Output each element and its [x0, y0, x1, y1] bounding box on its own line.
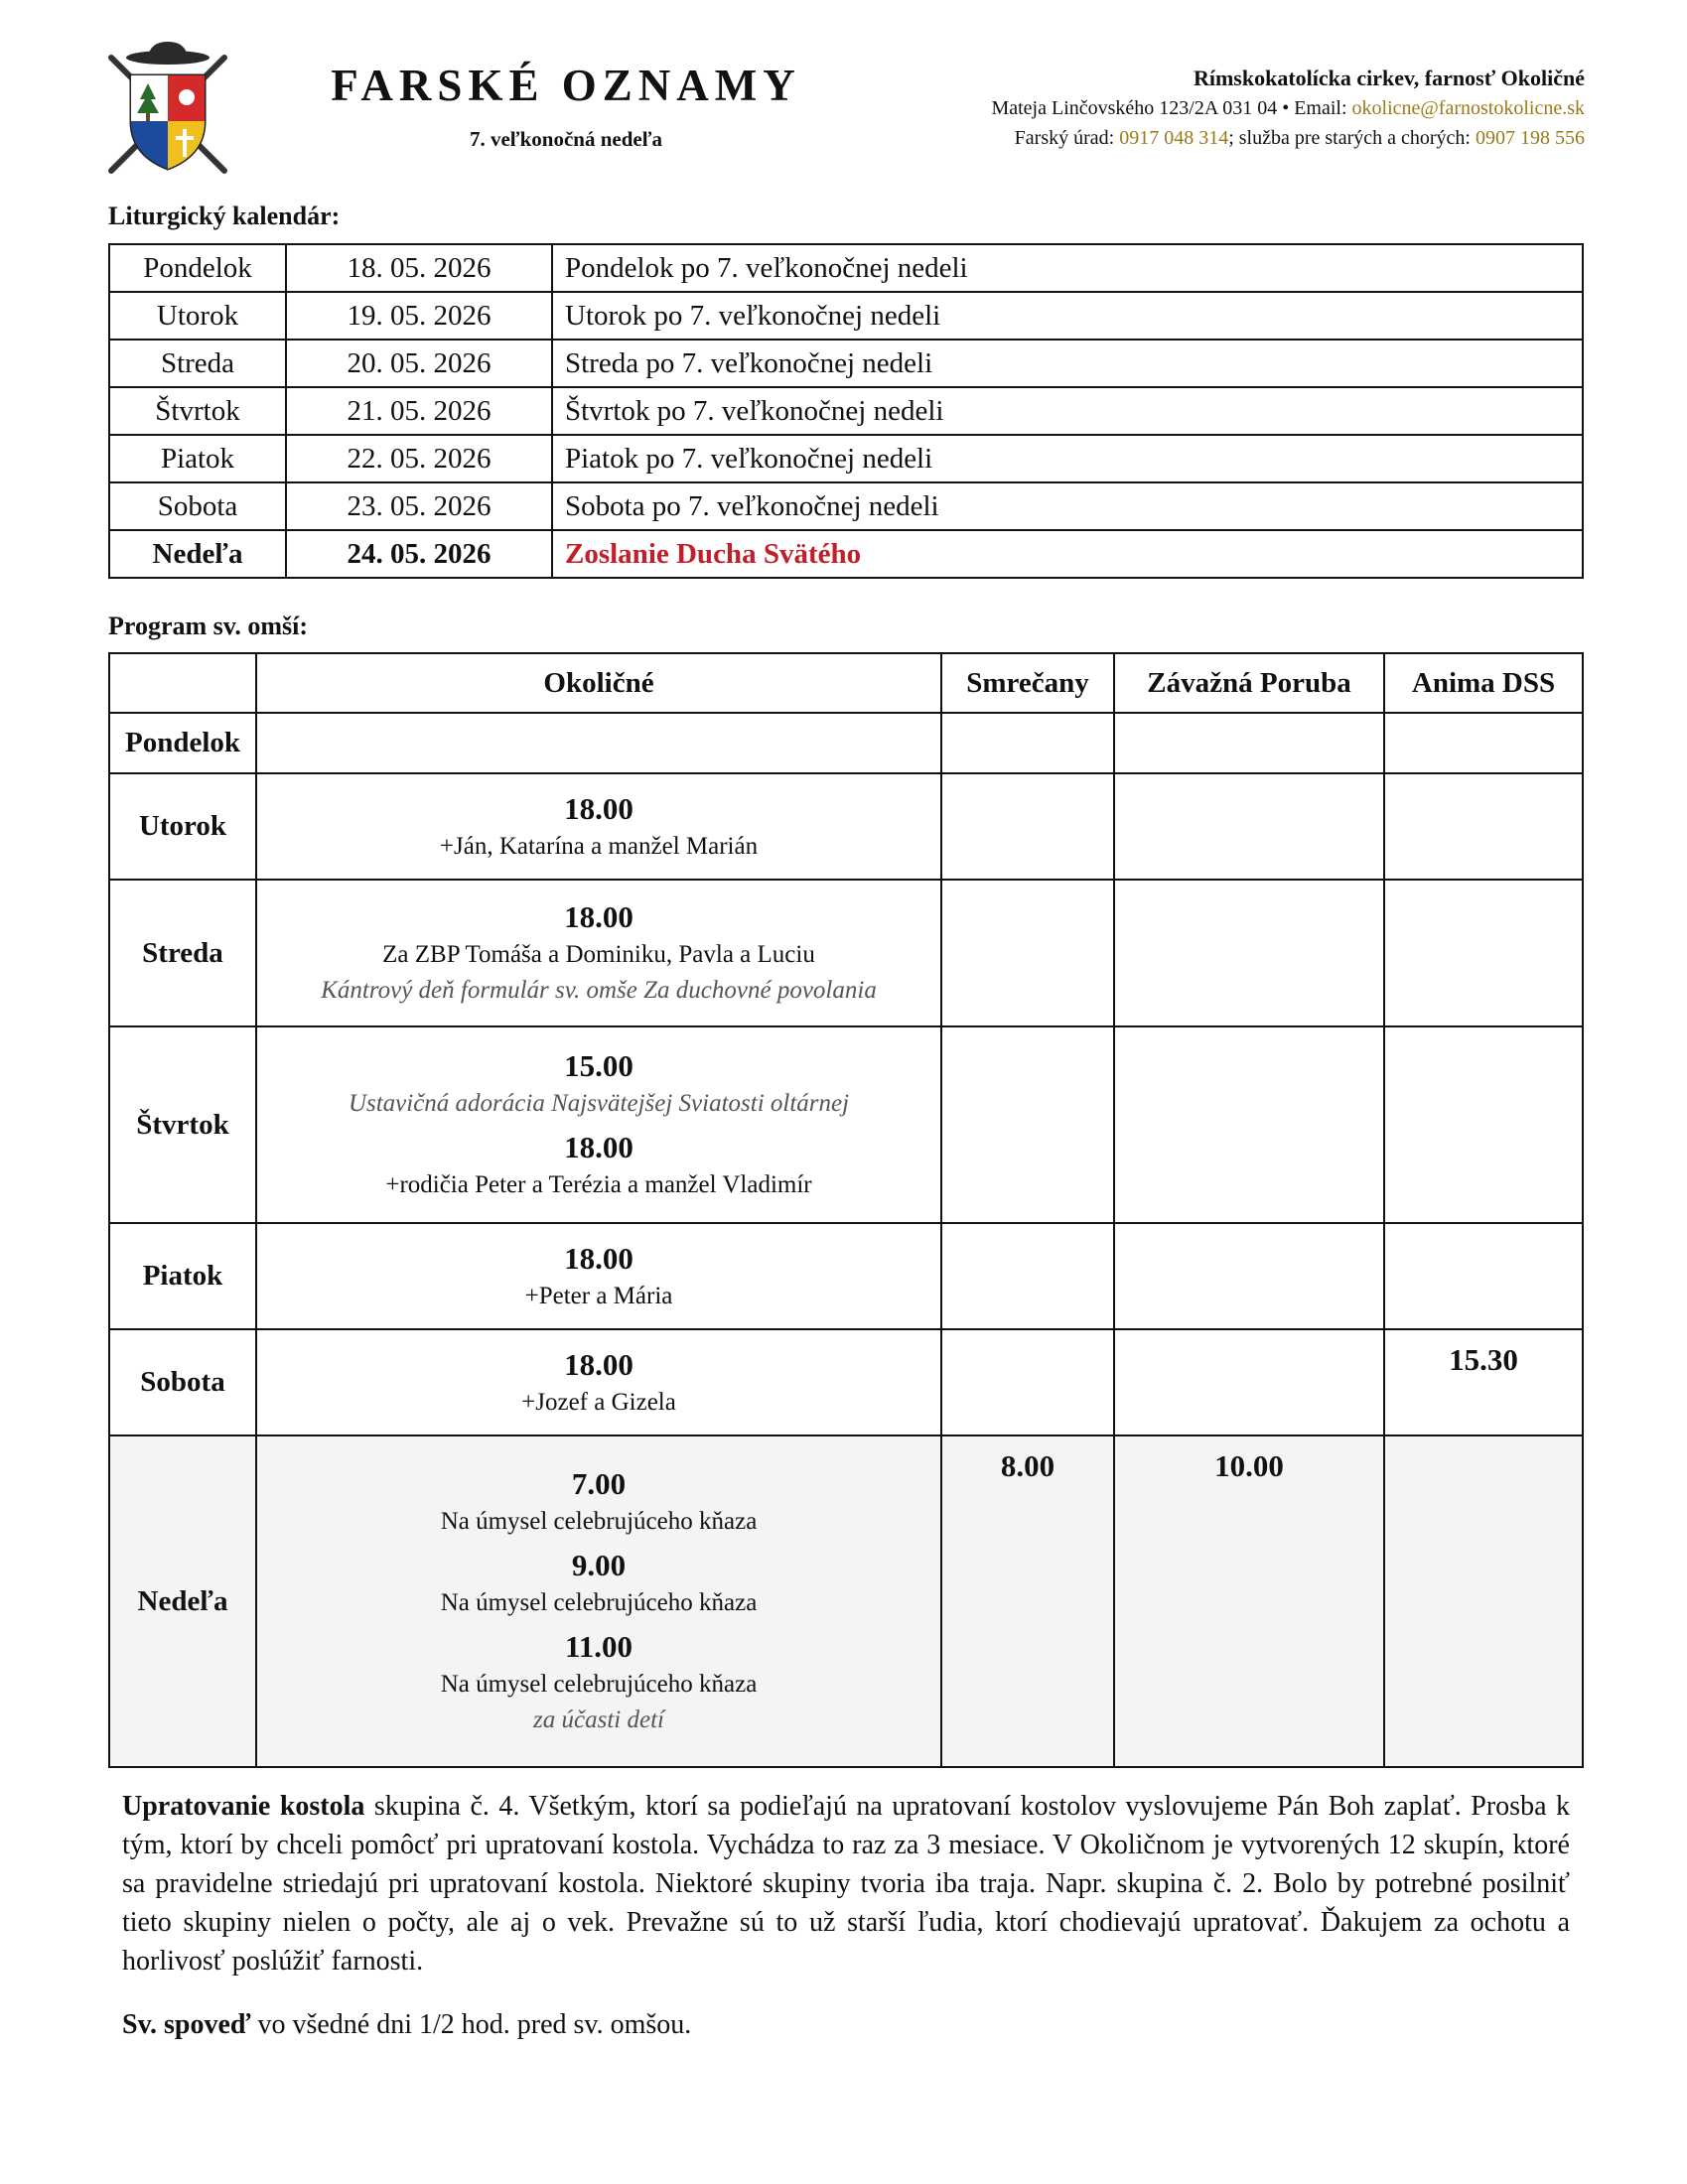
service-label: ; služba pre starých a chorých: — [1228, 127, 1476, 149]
mass-time: 15.30 — [1449, 1342, 1518, 1377]
corner-header-cell — [109, 653, 256, 713]
mass-time: 7.00 — [571, 1466, 627, 1501]
office-phone-link[interactable]: 0917 048 314 — [1119, 127, 1229, 149]
calendar-day-cell: Streda — [109, 340, 286, 387]
mass-time: 15.00 — [564, 1048, 633, 1083]
calendar-day-cell: Sobota — [109, 482, 286, 530]
mass-note: za účasti detí — [533, 1706, 664, 1733]
program-day-cell: Štvrtok — [109, 1026, 256, 1223]
okolicne-cell — [256, 1026, 941, 1223]
anima-dss-cell — [1384, 1026, 1583, 1223]
column-header-anima-dss: Anima DSS — [1384, 653, 1583, 713]
calendar-date-cell: 20. 05. 2026 — [286, 340, 552, 387]
mass-entry — [257, 1546, 940, 1621]
page-title: FARSKÉ OZNAMY — [331, 61, 801, 110]
email-link[interactable]: okolicne@farnostokolicne.sk — [1351, 97, 1585, 119]
zavazna-poruba-cell — [1114, 1026, 1384, 1223]
cleaning-announcement — [122, 1787, 1570, 1980]
program-row — [109, 880, 1583, 1026]
cleaning-text: skupina č. 4. Všetkým, ktorí sa podieľajú na upratovaní kostolov vyslovujeme Pán Boh zaplať. Prosba k tým, ktorí by chceli pomôcť pri upratovaní kostola. Vychádza to raz za 3 mesiace. V Okoličnom je vytvorených 12 skupín, ktoré sa pravidelne striedajú pri upratovaní kostola. Niektoré skupiny tvoria iba traja. Napr. skupina č. 2. Bolo by potrebné posilniť tieto skupiny nielen o počty, ale aj o vek. Prevažne sú to už starší ľudia, ktorí chodievajú upratovať. Ďakujem za ochotu a horlivosť poslúžiť farnosti. — [122, 1791, 1570, 1977]
mass-time: 18.00 — [564, 1346, 633, 1382]
table-header-row — [109, 653, 1583, 713]
mass-intention: +Ján, Katarína a manžel Marián — [439, 832, 759, 860]
phone-line — [991, 123, 1585, 153]
smrecany-cell — [941, 1223, 1114, 1329]
calendar-row — [109, 244, 1583, 292]
calendar-day-cell: Piatok — [109, 435, 286, 482]
anima-dss-cell — [1384, 1329, 1583, 1435]
okolicne-cell — [256, 1223, 941, 1329]
calendar-row — [109, 292, 1583, 340]
program-heading: Program sv. omší: — [108, 612, 308, 640]
mass-entry — [257, 1046, 940, 1122]
zavazna-poruba-cell — [1114, 773, 1384, 880]
calendar-description-cell: Streda po 7. veľkonočnej nedeli — [552, 340, 1583, 387]
calendar-date-cell: 18. 05. 2026 — [286, 244, 552, 292]
mass-time: 18.00 — [564, 1240, 633, 1276]
mass-entry — [257, 897, 940, 1009]
mass-time: 11.00 — [564, 1629, 633, 1664]
anima-dss-cell — [1384, 1223, 1583, 1329]
mass-time: 8.00 — [1000, 1448, 1055, 1483]
okolicne-cell — [256, 880, 941, 1026]
program-day-cell: Nedeľa — [109, 1435, 256, 1767]
calendar-day-cell: Nedeľa — [109, 530, 286, 578]
mass-entry — [257, 789, 940, 865]
program-row — [109, 713, 1583, 773]
smrecany-cell — [941, 773, 1114, 880]
mass-time: 18.00 — [564, 899, 633, 934]
mass-time: 18.00 — [564, 790, 633, 826]
mass-note: Ustavičná adorácia Najsvätejšej Sviatosti oltárnej — [348, 1090, 850, 1117]
calendar-description-cell: Piatok po 7. veľkonočnej nedeli — [552, 435, 1583, 482]
calendar-date-cell: 23. 05. 2026 — [286, 482, 552, 530]
column-header-okolicne: Okoličné — [256, 653, 941, 713]
mass-intention: Za ZBP Tomáša a Dominiku, Pavla a Luciu — [382, 941, 815, 968]
organization-name: Rímskokatolícka cirkev, farnosť Okoličné — [1193, 66, 1585, 90]
office-label: Farský úrad: — [1014, 127, 1120, 149]
zavazna-poruba-cell — [1114, 713, 1384, 773]
calendar-day-cell: Štvrtok — [109, 387, 286, 435]
calendar-description-cell: Štvrtok po 7. veľkonočnej nedeli — [552, 387, 1583, 435]
zavazna-poruba-cell — [1114, 1223, 1384, 1329]
calendar-description-cell: Zoslanie Ducha Svätého — [552, 530, 1583, 578]
calendar-row — [109, 340, 1583, 387]
program-day-cell: Streda — [109, 880, 256, 1026]
mass-entry — [257, 1345, 940, 1421]
parish-coat-of-arms-logo — [103, 40, 232, 179]
anima-dss-cell — [1384, 1435, 1583, 1767]
calendar-description-cell: Pondelok po 7. veľkonočnej nedeli — [552, 244, 1583, 292]
mass-intention: +rodičia Peter a Terézia a manžel Vladimír — [385, 1171, 812, 1198]
mass-note: Kántrový deň formulár sv. omše Za duchovné povolania — [321, 977, 877, 1004]
program-row — [109, 1223, 1583, 1329]
okolicne-cell — [256, 773, 941, 880]
column-header-smrecany: Smrečany — [941, 653, 1114, 713]
column-header-zavazna-poruba: Závažná Poruba — [1114, 653, 1384, 713]
mass-time: 18.00 — [564, 1130, 633, 1164]
calendar-date-cell: 24. 05. 2026 — [286, 530, 552, 578]
smrecany-cell — [941, 1329, 1114, 1435]
mass-intention: Na úmysel celebrujúceho kňaza — [440, 1671, 758, 1698]
calendar-row — [109, 435, 1583, 482]
calendar-row — [109, 387, 1583, 435]
calendar-day-cell: Pondelok — [109, 244, 286, 292]
program-row — [109, 1026, 1583, 1223]
calendar-date-cell: 22. 05. 2026 — [286, 435, 552, 482]
mass-intention: Na úmysel celebrujúceho kňaza — [440, 1508, 758, 1535]
program-day-cell: Piatok — [109, 1223, 256, 1329]
calendar-description-cell: Utorok po 7. veľkonočnej nedeli — [552, 292, 1583, 340]
program-day-cell: Sobota — [109, 1329, 256, 1435]
okolicne-cell — [256, 713, 941, 773]
confession-heading: Sv. spoveď — [122, 2009, 251, 2040]
zavazna-poruba-cell — [1114, 1435, 1384, 1767]
zavazna-poruba-cell — [1114, 880, 1384, 1026]
service-phone-link[interactable]: 0907 198 556 — [1476, 127, 1585, 149]
mass-entry — [257, 1464, 940, 1540]
program-day-cell: Utorok — [109, 773, 256, 880]
page-subtitle: 7. veľkonočná nedeľa — [469, 126, 663, 151]
calendar-day-cell: Utorok — [109, 292, 286, 340]
calendar-date-cell: 19. 05. 2026 — [286, 292, 552, 340]
mass-intention: +Peter a Mária — [524, 1282, 673, 1309]
program-day-cell: Pondelok — [109, 713, 256, 773]
anima-dss-cell — [1384, 880, 1583, 1026]
calendar-row — [109, 482, 1583, 530]
calendar-row — [109, 530, 1583, 578]
calendar-heading: Liturgický kalendár: — [108, 202, 341, 230]
contact-block — [991, 64, 1585, 153]
smrecany-cell — [941, 1026, 1114, 1223]
program-row — [109, 1329, 1583, 1435]
mass-time: 9.00 — [571, 1548, 627, 1582]
smrecany-cell — [941, 713, 1114, 773]
anima-dss-cell — [1384, 773, 1583, 880]
okolicne-cell — [256, 1435, 941, 1767]
calendar-description-cell: Sobota po 7. veľkonočnej nedeli — [552, 482, 1583, 530]
calendar-date-cell: 21. 05. 2026 — [286, 387, 552, 435]
program-row — [109, 773, 1583, 880]
mass-entry — [257, 1627, 940, 1738]
liturgical-calendar-table — [108, 243, 1584, 579]
address-text: Mateja Linčovského 123/2A 031 04 • Email: — [991, 97, 1352, 119]
program-row — [109, 1435, 1583, 1767]
anima-dss-cell — [1384, 713, 1583, 773]
mass-intention: +Jozef a Gizela — [521, 1388, 676, 1416]
title-block — [328, 62, 804, 152]
smrecany-cell — [941, 880, 1114, 1026]
confession-text: vo všedné dni 1/2 hod. pred sv. omšou. — [250, 2009, 692, 2040]
mass-time: 10.00 — [1214, 1448, 1284, 1483]
mass-entry — [257, 1239, 940, 1314]
mass-program-table — [108, 652, 1584, 1768]
cleaning-heading: Upratovanie kostola — [122, 1791, 365, 1822]
confession-announcement — [122, 2005, 1570, 2044]
mass-intention: Na úmysel celebrujúceho kňaza — [440, 1589, 758, 1616]
address-line — [991, 93, 1585, 123]
smrecany-cell — [941, 1435, 1114, 1767]
okolicne-cell — [256, 1329, 941, 1435]
zavazna-poruba-cell — [1114, 1329, 1384, 1435]
mass-entry — [257, 1128, 940, 1203]
